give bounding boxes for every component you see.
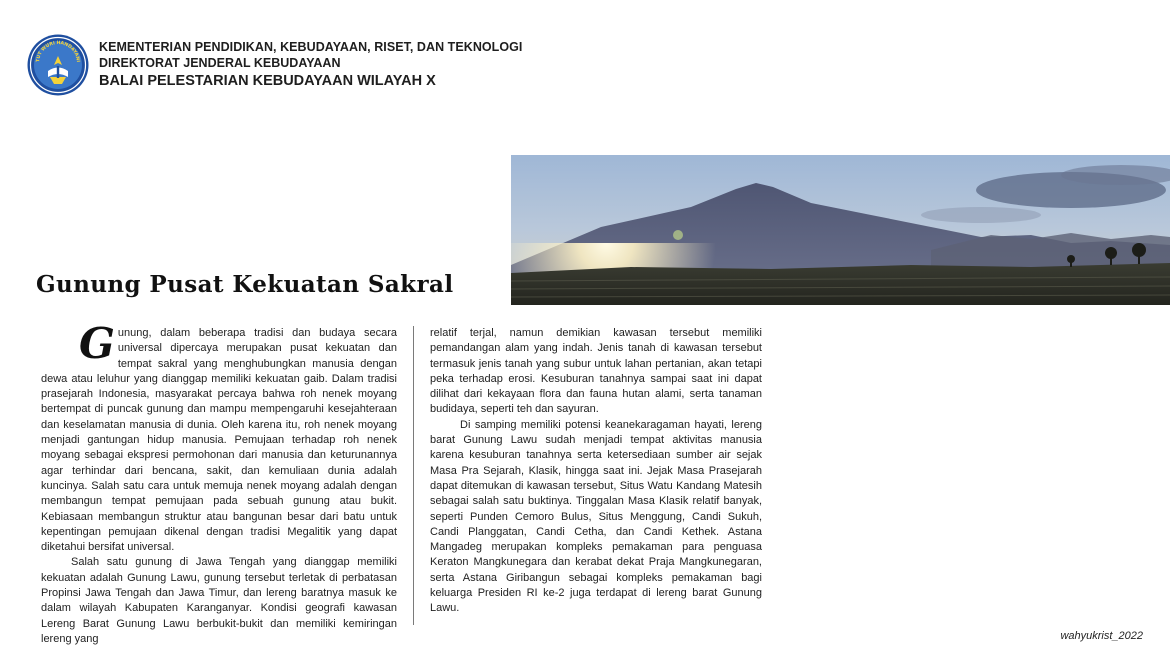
column-divider [413, 326, 414, 625]
author-credit: wahyukrist_2022 [1060, 630, 1143, 642]
article-column-left [41, 319, 397, 647]
logo-text: TUT WURI HANDAYANI [35, 40, 80, 63]
organization-header [99, 39, 522, 91]
article-title: Gunung Pusat Kekuatan Sakral [36, 271, 454, 298]
drop-cap: G [79, 319, 115, 368]
paragraph-text: unung, dalam beberapa tradisi dan budaya secara universal dipercaya merupakan pusat kekuatan dan tempat sakral yang menghubungkan manusia dengan dewa atau leluhur yang dianggap memiliki kekuatan gaib. Dalam tradisi prasejarah Indonesia, masyarakat percaya bahwa roh nenek moyang bertempat di puncak gunung dan mampu mempengaruhi kesejahteraan dan keselamatan manusia di dunia. Oleh karena itu, roh nenek moyang menjadi gantungan hidup manusia. Pemujaan terhadap roh nenek moyang sebagai ekspresi permohonan dari manusia dan keturunannya agar terhindar dari bencana, sakit, dan kemuliaan dunia adalah kuncinya. Salah satu cara untuk memuja nenek moyang adalah dengan membangun tempat pemujaan pada sebuah gunung atau bukit. Kebiasaan membangun struktur atau bangunan besar dari batu untuk kepentingan pemujaan dikenal dengan tradisi Megalitik yang dapat diketahui bersifat universal. [41, 327, 397, 554]
article-column-right [430, 326, 762, 617]
tut-wuri-handayani-icon [26, 33, 90, 97]
article-paragraph: relatif terjal, namun demikian kawasan tersebut memiliki pemandangan alam yang indah. Jenis tanah di kawasan tersebut termasuk jenis tanah yang subur untuk lahan pertanian, akan tetapi peka terhadap erosi. Kesuburan tanahnya sampai saat ini dapat dilihat dari kekayaan flora dan fauna hutan alami, serta tanaman budidaya, seperti teh dan sayuran. [430, 327, 762, 416]
article-paragraph: Salah satu gunung di Jawa Tengah yang dianggap memiliki kekuatan adalah Gunung Lawu, gunung tersebut terletak di perbatasan Propinsi Jawa Tengah dan Jawa Timur, dan lereng baratnya masuk ke dalam wilayah Kabupaten Karanganyar. Kondisi geografi kawasan Lereng Barat Gunung Lawu berbukit-bukit dan memiliki kemiringan lereng yang [41, 556, 397, 645]
mountain-sunrise-photo [511, 155, 1170, 305]
article-paragraph: Di samping memiliki potensi keanekaragaman hayati, lereng barat Gunung Lawu sudah menjadi tempat aktivitas manusia karena kesuburan tanahnya serta ketersediaan sumber air sejak Masa Pra Sejarah, Klasik, hingga saat ini. Jejak Masa Prasejarah dapat ditemukan di kawasan tersebut, Situs Watu Kandang Matesih sebagai salah satu buktinya. Tinggalan Masa Klasik relatif banyak, seperti Punden Cemoro Bulus, Situs Menggung, Candi Sukuh, Candi Planggatan, Candi Cetha, dan Candi Kethek. Astana Mangadeg merupakan kompleks pemakaman para penguasa Keraton Mangkunegara dan kerabat dekat Praja Mangkunegaran, serta Astana Giribangun sebagai kompleks pemakaman bagi keluarga Presiden RI ke-2 juga terdapat di lereng barat Gunung Lawu. [430, 418, 762, 615]
directorate-name: DIREKTORAT JENDERAL KEBUDAYAAN [99, 56, 341, 70]
mountain-photo-icon [511, 155, 1170, 305]
article-paragraph [41, 319, 397, 555]
office-name: BALAI PELESTARIAN KEBUDAYAAN WILAYAH X [99, 73, 436, 89]
logo-emblem [26, 33, 90, 97]
ministry-name: KEMENTERIAN PENDIDIKAN, KEBUDAYAAN, RISET, DAN TEKNOLOGI [99, 40, 523, 54]
